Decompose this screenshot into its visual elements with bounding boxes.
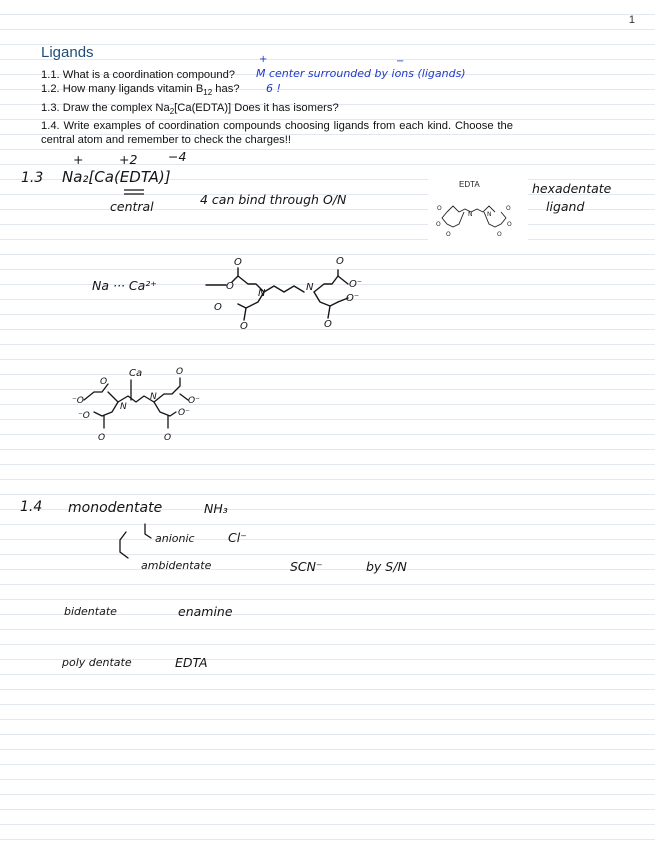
charge-plus-annotation: + xyxy=(259,54,268,65)
hexadentate-label: hexadentate xyxy=(532,181,612,196)
svg-text:O: O xyxy=(446,231,451,238)
svg-text:O: O xyxy=(507,221,512,228)
svg-text:N: N xyxy=(487,211,492,218)
svg-text:N: N xyxy=(120,402,127,412)
svg-text:O⁻: O⁻ xyxy=(188,396,200,406)
answer-1-1: M center surrounded by ions (ligands) xyxy=(256,67,466,80)
question-1-2-text: 1.2. How many ligands vitamin B xyxy=(41,83,204,96)
svg-text:N: N xyxy=(258,288,266,299)
svg-text:O: O xyxy=(100,377,108,387)
ox-state-minus4: −4 xyxy=(168,149,187,164)
binding-note: 4 can bind through O/N xyxy=(200,192,347,207)
svg-text:N: N xyxy=(468,211,473,218)
question-1-2-tail: has? xyxy=(212,83,240,96)
svg-text:O: O xyxy=(336,256,344,267)
monodentate-label: monodentate xyxy=(68,500,163,516)
svg-text:O: O xyxy=(234,257,242,268)
svg-text:O: O xyxy=(176,367,184,377)
svg-text:O⁻: O⁻ xyxy=(349,279,363,290)
enamine-example: enamine xyxy=(178,604,233,619)
svg-text:O⁻: O⁻ xyxy=(346,293,360,304)
question-1-3-subscript: 2 xyxy=(169,106,175,116)
svg-text:N: N xyxy=(306,282,314,293)
edta-thumbnail-label: EDTA xyxy=(459,180,480,189)
charge-minus-annotation: − xyxy=(396,56,405,67)
page-title: Ligands xyxy=(41,44,94,61)
page-number: 1 xyxy=(628,14,635,26)
svg-text:O: O xyxy=(324,319,332,330)
label-1-3: 1.3 xyxy=(21,170,44,186)
question-1-1: 1.1. What is a coordination compound? xyxy=(41,69,236,81)
ox-state-plus: + xyxy=(73,152,84,167)
edta-example: EDTA xyxy=(175,655,208,670)
svg-text:⁻O: ⁻O xyxy=(78,411,90,421)
na-ca-label: Na ··· Ca²⁺ xyxy=(92,278,157,293)
nh3-example: NH₃ xyxy=(204,501,228,516)
ambidentate-label: ambidentate xyxy=(141,559,212,572)
ox-state-plus2: +2 xyxy=(119,152,138,167)
question-1-3-tail: [Ca(EDTA)] Does it has isomers? xyxy=(174,101,339,114)
complex-formula: Na₂[Ca(EDTA)] xyxy=(62,168,171,186)
bidentate-label: bidentate xyxy=(64,605,117,618)
svg-text:O: O xyxy=(98,433,106,443)
svg-text:O: O xyxy=(437,205,442,212)
svg-text:O: O xyxy=(240,321,248,332)
polydentate-label: poly dentate xyxy=(62,656,132,669)
svg-text:O: O xyxy=(497,231,502,238)
svg-text:⁻O: ⁻O xyxy=(72,396,84,406)
svg-text:O⁻: O⁻ xyxy=(178,408,190,418)
question-1-2-subscript: 12 xyxy=(203,88,213,98)
by-sn-note: by S/N xyxy=(366,559,407,574)
anionic-label: anionic xyxy=(155,532,195,545)
svg-text:O: O xyxy=(164,433,172,443)
label-1-4: 1.4 xyxy=(20,499,43,515)
svg-text:O: O xyxy=(436,221,441,228)
svg-text:N: N xyxy=(150,392,157,402)
question-1-4: 1.4. Write examples of coordination compounds choosing ligands from each kind. Choose the central atom and remember to check the charges!! xyxy=(41,120,513,147)
svg-text:O: O xyxy=(214,302,222,313)
svg-text:O: O xyxy=(226,281,234,292)
ca-top-label: Ca xyxy=(129,368,143,379)
central-label: central xyxy=(110,199,154,214)
svg-text:O: O xyxy=(506,205,511,212)
cl-example: Cl⁻ xyxy=(228,530,247,545)
question-1-3-text: 1.3. Draw the complex Na xyxy=(41,101,170,114)
answer-1-2: 6 ! xyxy=(266,82,281,95)
scn-example: SCN⁻ xyxy=(290,559,323,574)
ligand-label: ligand xyxy=(546,199,585,214)
